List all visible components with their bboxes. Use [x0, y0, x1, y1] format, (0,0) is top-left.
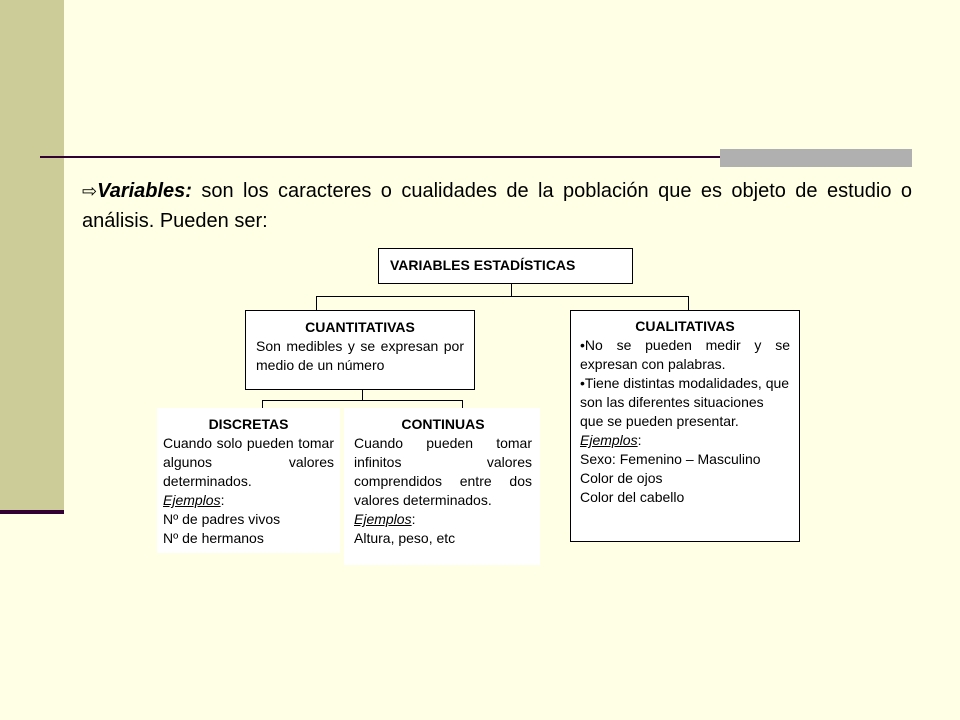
connector-top-horizontal — [316, 296, 689, 297]
discretas-desc: Cuando solo pueden tomar algunos valores determinados. — [163, 435, 334, 489]
cualitativas-bullet-2: •Tiene distintas modalidades, que son las diferentes situaciones que se pueden presentar. — [580, 375, 790, 429]
discretas-title: DISCRETAS — [208, 416, 289, 432]
continuas-title: CONTINUAS — [401, 416, 485, 432]
cualitativas-example-2: Color de ojos — [580, 470, 663, 486]
cuantitativas-desc: Son medibles y se expresan por medio de un número — [256, 338, 464, 373]
discretas-box — [157, 408, 340, 553]
continuas-desc: Cuando pueden tomar infinitos valores comprendidos entre dos valores determinados. — [354, 435, 532, 508]
connector-to-continuas — [462, 400, 463, 408]
left-decorative-bar — [0, 0, 64, 512]
cuantitativas-title: CUANTITATIVAS — [305, 319, 415, 335]
connector-to-discretas — [262, 400, 263, 408]
left-bar-underline — [0, 510, 64, 514]
discretas-example-2: Nº de hermanos — [163, 530, 264, 546]
discretas-example-1: Nº de padres vivos — [163, 511, 281, 527]
connector-cuant-down — [362, 390, 363, 400]
continuas-example-1: Altura, peso, etc — [354, 530, 456, 546]
continuas-box — [344, 408, 540, 565]
continuas-examples-label: Ejemplos: — [354, 511, 416, 527]
intro-text: son los caracteres o cualidades de la población que es objeto de estudio o análisis. Pueden ser: — [82, 180, 912, 232]
cuantitativas-box — [245, 310, 475, 390]
intro-paragraph — [82, 176, 912, 236]
cualitativas-example-1: Sexo: Femenino – Masculino — [580, 451, 761, 467]
arrow-icon: ⇨ — [82, 181, 98, 201]
bullet-icon: • — [580, 337, 585, 353]
root-label: VARIABLES ESTADÍSTICAS — [390, 257, 576, 273]
cualitativas-title: CUALITATIVAS — [635, 318, 735, 334]
cualitativas-example-3: Color del cabello — [580, 489, 685, 505]
discretas-examples-label: Ejemplos: — [163, 492, 225, 508]
connector-to-cualitativas — [688, 296, 689, 310]
connector-to-cuantitativas — [316, 296, 317, 310]
cualitativas-box — [570, 310, 800, 542]
root-box — [378, 248, 633, 284]
intro-term: Variables: — [97, 180, 192, 202]
connector-bottom-horizontal — [262, 400, 463, 401]
bullet-icon: • — [580, 375, 585, 391]
cualitativas-bullet-1: •No se pueden medir y se expresan con palabras. — [580, 337, 790, 372]
cualitativas-examples-label: Ejemplos: — [580, 432, 642, 448]
title-divider-accent — [720, 149, 912, 167]
connector-root-down — [511, 284, 512, 296]
